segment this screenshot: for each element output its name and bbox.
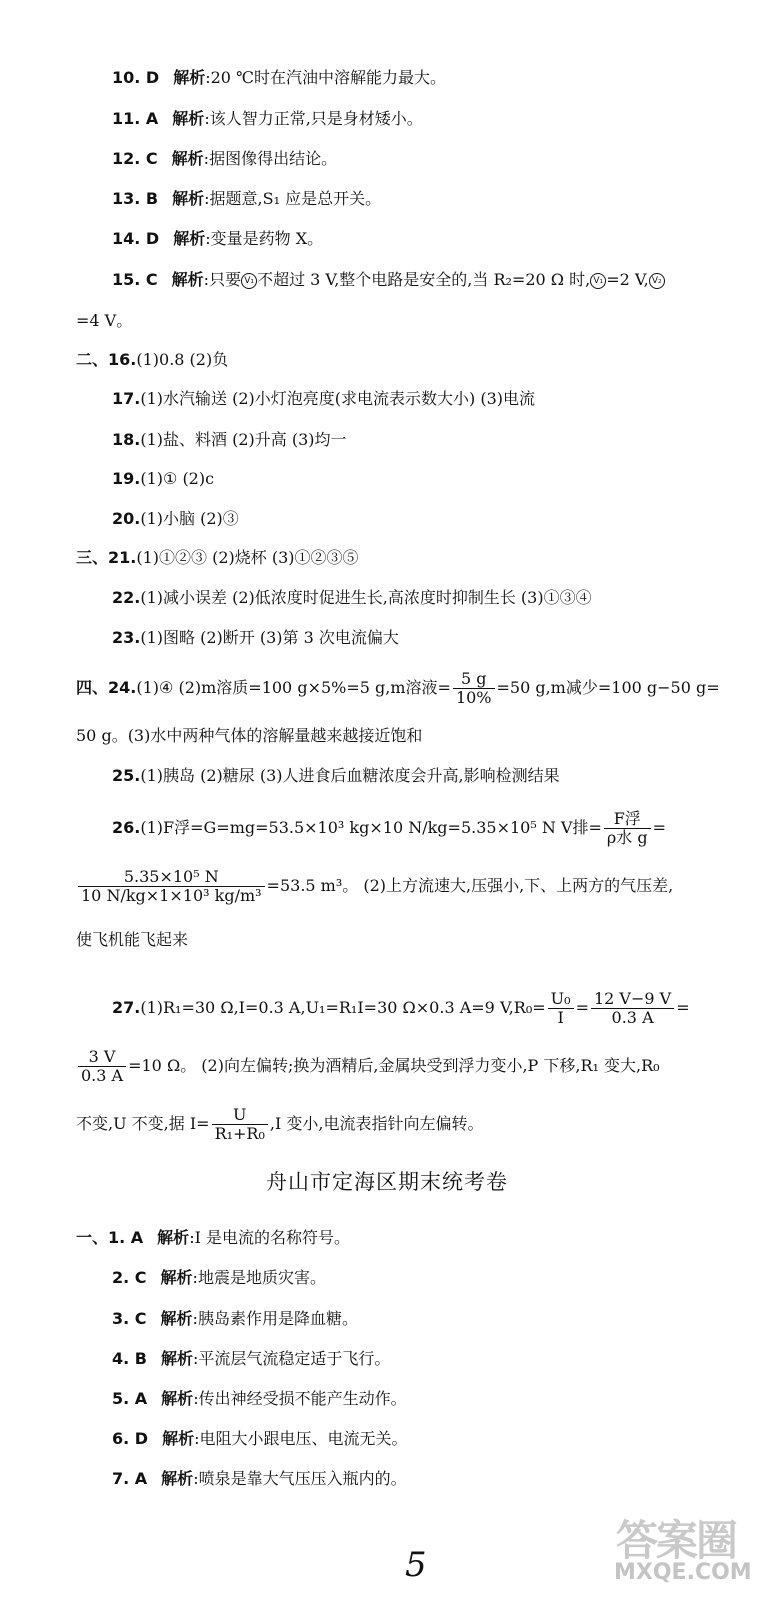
analysis-text: :地震是地质灾害。 bbox=[192, 1268, 326, 1287]
answer-line-26-cont bbox=[76, 868, 673, 905]
answer-line-s1 bbox=[76, 1228, 350, 1248]
analysis-label: 解析 bbox=[173, 229, 206, 248]
analysis-text: :只要 bbox=[203, 270, 242, 289]
answer-line-19 bbox=[112, 469, 214, 489]
analysis-text: :据图像得出结论。 bbox=[203, 149, 338, 168]
answer-text: (1)0.8 (2)负 bbox=[136, 350, 229, 369]
answer-line-21 bbox=[76, 548, 359, 568]
answer-line-24 bbox=[76, 670, 720, 707]
fraction-numerator: U bbox=[212, 1106, 268, 1125]
item-number: 10. D bbox=[112, 68, 160, 87]
fraction-denominator: 10 N/kg×1×10³ kg/m³ bbox=[81, 886, 262, 905]
analysis-text: =2 V, bbox=[606, 270, 649, 289]
answer-text: ,I 变小,电流表指针向左偏转。 bbox=[269, 1114, 484, 1133]
fraction bbox=[78, 868, 265, 905]
fraction-numerator: 12 V−9 V bbox=[591, 990, 674, 1009]
answer-text: =50 g,m减少=100 g−50 g= bbox=[496, 678, 720, 697]
analysis-label: 解析 bbox=[161, 1389, 194, 1408]
fraction-numerator: 5 g bbox=[453, 670, 495, 689]
watermark-logo bbox=[606, 1508, 752, 1588]
answer-text: (1)④ (2)m溶质=100 g×5%=5 g,m溶液= bbox=[136, 678, 451, 697]
item-number: 四、24. bbox=[76, 678, 137, 697]
fraction-denominator: 10% bbox=[455, 688, 492, 707]
answer-line-25 bbox=[112, 766, 560, 786]
watermark-url: MXQE.COM bbox=[614, 1560, 752, 1585]
fraction-denominator: 0.3 A bbox=[611, 1008, 654, 1027]
section-heading: 舟山市定海区期末统考卷 bbox=[266, 1170, 508, 1194]
analysis-text: :20 ℃时在汽油中溶解能力最大。 bbox=[205, 68, 446, 87]
fraction-denominator: I bbox=[557, 1008, 564, 1027]
answer-text: (1)水汽输送 (2)小灯泡亮度(求电流表示数大小) (3)电流 bbox=[140, 389, 535, 408]
item-number: 17. bbox=[112, 389, 141, 408]
answer-line-s6 bbox=[112, 1429, 407, 1449]
fraction bbox=[548, 990, 574, 1027]
analysis-label: 解析 bbox=[162, 1429, 195, 1448]
analysis-label: 解析 bbox=[161, 1469, 194, 1488]
answer-text: (1)减小误差 (2)低浓度时促进生长,高浓度时抑制生长 (3)①③④ bbox=[140, 588, 592, 607]
answer-text: 50 g。(3)水中两种气体的溶解量越来越接近饱和 bbox=[76, 726, 423, 745]
answer-line-23 bbox=[112, 628, 399, 648]
fraction-denominator: R₁+R₀ bbox=[214, 1124, 265, 1143]
analysis-text: :电阻大小跟电压、电流无关。 bbox=[194, 1429, 408, 1448]
answer-text: 不变,U 不变,据 I= bbox=[76, 1114, 210, 1133]
item-number: 23. bbox=[112, 628, 141, 647]
voltmeter-v1-symbol: V₁ bbox=[590, 273, 606, 289]
analysis-label: 解析 bbox=[171, 149, 204, 168]
answer-line-26-cont2 bbox=[76, 930, 188, 950]
fraction bbox=[591, 990, 674, 1027]
fraction-numerator: F浮 bbox=[604, 810, 651, 829]
answer-text: = bbox=[575, 998, 589, 1017]
analysis-label: 解析 bbox=[157, 1228, 190, 1247]
item-number: 12. C bbox=[112, 149, 158, 168]
analysis-label: 解析 bbox=[160, 1349, 193, 1368]
analysis-label: 解析 bbox=[173, 68, 206, 87]
analysis-text: :传出神经受损不能产生动作。 bbox=[193, 1389, 407, 1408]
fraction bbox=[78, 1048, 126, 1085]
answer-line-13 bbox=[112, 189, 381, 209]
answer-line-27-cont2 bbox=[76, 1106, 483, 1143]
answer-text: 使飞机能飞起来 bbox=[76, 930, 189, 949]
analysis-text: 不超过 3 V,整个电路是安全的,当 R₂=20 Ω 时, bbox=[257, 270, 591, 289]
analysis-text: :据题意,S₁ 应是总开关。 bbox=[204, 189, 382, 208]
fraction-denominator: 0.3 A bbox=[81, 1066, 124, 1085]
item-number: 6. D bbox=[112, 1429, 149, 1448]
answer-line-26 bbox=[112, 810, 666, 847]
analysis-label: 解析 bbox=[172, 189, 205, 208]
answer-line-22 bbox=[112, 588, 592, 608]
answer-line-s3 bbox=[112, 1309, 358, 1329]
voltmeter-v2-symbol: V₂ bbox=[649, 273, 665, 289]
item-number: 22. bbox=[112, 588, 141, 607]
answer-text: =53.5 m³。 (2)上方流速大,压强小,下、上两方的气压差, bbox=[266, 876, 674, 895]
analysis-text: =4 V。 bbox=[76, 311, 133, 330]
item-number: 27. bbox=[112, 998, 141, 1017]
answer-line-27-cont bbox=[76, 1048, 660, 1085]
answer-text: (1)小脑 (2)③ bbox=[140, 509, 239, 528]
fraction bbox=[212, 1106, 268, 1143]
item-number: 19. bbox=[112, 469, 141, 488]
answer-text: (1)R₁=30 Ω,I=0.3 A,U₁=R₁I=30 Ω×0.3 A=9 V,R₀= bbox=[140, 998, 546, 1017]
item-number: 13. B bbox=[112, 189, 159, 208]
item-number: 二、16. bbox=[76, 350, 137, 369]
item-number: 一、1. A bbox=[76, 1228, 144, 1247]
fraction bbox=[453, 670, 495, 707]
fraction bbox=[604, 810, 651, 847]
answer-text: (1)F浮=G=mg=53.5×10³ kg×10 N/kg=5.35×10⁵ N V排= bbox=[140, 818, 602, 837]
fraction-denominator: ρ水 g bbox=[606, 828, 648, 847]
answer-line-27 bbox=[112, 990, 690, 1027]
analysis-text: :喷泉是靠大气压压入瓶内的。 bbox=[193, 1469, 407, 1488]
answer-line-24-cont bbox=[76, 726, 422, 746]
item-number: 7. A bbox=[112, 1469, 148, 1488]
analysis-text: :变量是药物 X。 bbox=[205, 229, 324, 248]
voltmeter-v1-symbol: V₁ bbox=[241, 273, 257, 289]
item-number: 11. A bbox=[112, 109, 159, 128]
analysis-text: :胰岛素作用是降血糖。 bbox=[192, 1309, 358, 1328]
analysis-label: 解析 bbox=[172, 109, 205, 128]
item-number: 三、21. bbox=[76, 548, 137, 567]
answer-text: (1)① (2)c bbox=[140, 469, 215, 488]
item-number: 14. D bbox=[112, 229, 160, 248]
answer-text: (1)盐、料酒 (2)升高 (3)均一 bbox=[140, 430, 347, 449]
answer-line-s7 bbox=[112, 1469, 407, 1489]
answer-line-12 bbox=[112, 149, 337, 169]
answer-text: = bbox=[676, 998, 690, 1017]
answer-line-16 bbox=[76, 350, 228, 370]
answer-text: = bbox=[652, 818, 667, 837]
item-number: 15. C bbox=[112, 270, 158, 289]
answer-line-10 bbox=[112, 68, 446, 88]
analysis-text: :I 是电流的名称符号。 bbox=[189, 1228, 350, 1247]
analysis-text: :平流层气流稳定适于飞行。 bbox=[193, 1349, 391, 1368]
answer-line-11 bbox=[112, 109, 423, 129]
answer-line-s2 bbox=[112, 1268, 326, 1288]
answer-line-15-cont bbox=[76, 311, 132, 331]
watermark-text: 答案圈 bbox=[616, 1516, 737, 1565]
answer-text: (1)图略 (2)断开 (3)第 3 次电流偏大 bbox=[140, 628, 399, 647]
answer-text: (1)胰岛 (2)糖尿 (3)人进食后血糖浓度会升高,影响检测结果 bbox=[140, 766, 560, 785]
item-number: 26. bbox=[112, 818, 141, 837]
item-number: 25. bbox=[112, 766, 141, 785]
fraction-numerator: 5.35×10⁵ N bbox=[78, 868, 265, 887]
item-number: 4. B bbox=[112, 1349, 147, 1368]
fraction-numerator: U₀ bbox=[548, 990, 574, 1009]
item-number: 3. C bbox=[112, 1309, 147, 1328]
analysis-label: 解析 bbox=[160, 1268, 193, 1287]
item-number: 20. bbox=[112, 509, 141, 528]
analysis-label: 解析 bbox=[160, 1309, 193, 1328]
answer-line-18 bbox=[112, 430, 347, 450]
answer-line-s5 bbox=[112, 1389, 407, 1409]
answer-line-17 bbox=[112, 389, 535, 409]
answer-line-20 bbox=[112, 509, 239, 529]
answer-line-14 bbox=[112, 229, 323, 249]
answer-line-s4 bbox=[112, 1349, 390, 1369]
fraction-numerator: 3 V bbox=[78, 1048, 126, 1067]
answer-text: =10 Ω。 (2)向左偏转;换为酒精后,金属块受到浮力变小,P 下移,R₁ 变大,R₀ bbox=[128, 1056, 660, 1075]
item-number: 18. bbox=[112, 430, 141, 449]
analysis-label: 解析 bbox=[171, 270, 204, 289]
page-number: 5 bbox=[405, 1545, 427, 1585]
answer-text: (1)①②③ (2)烧杯 (3)①②③⑤ bbox=[136, 548, 359, 567]
item-number: 2. C bbox=[112, 1268, 147, 1287]
analysis-text: :该人智力正常,只是身材矮小。 bbox=[204, 109, 423, 128]
item-number: 5. A bbox=[112, 1389, 148, 1408]
answer-line-15 bbox=[112, 270, 665, 290]
